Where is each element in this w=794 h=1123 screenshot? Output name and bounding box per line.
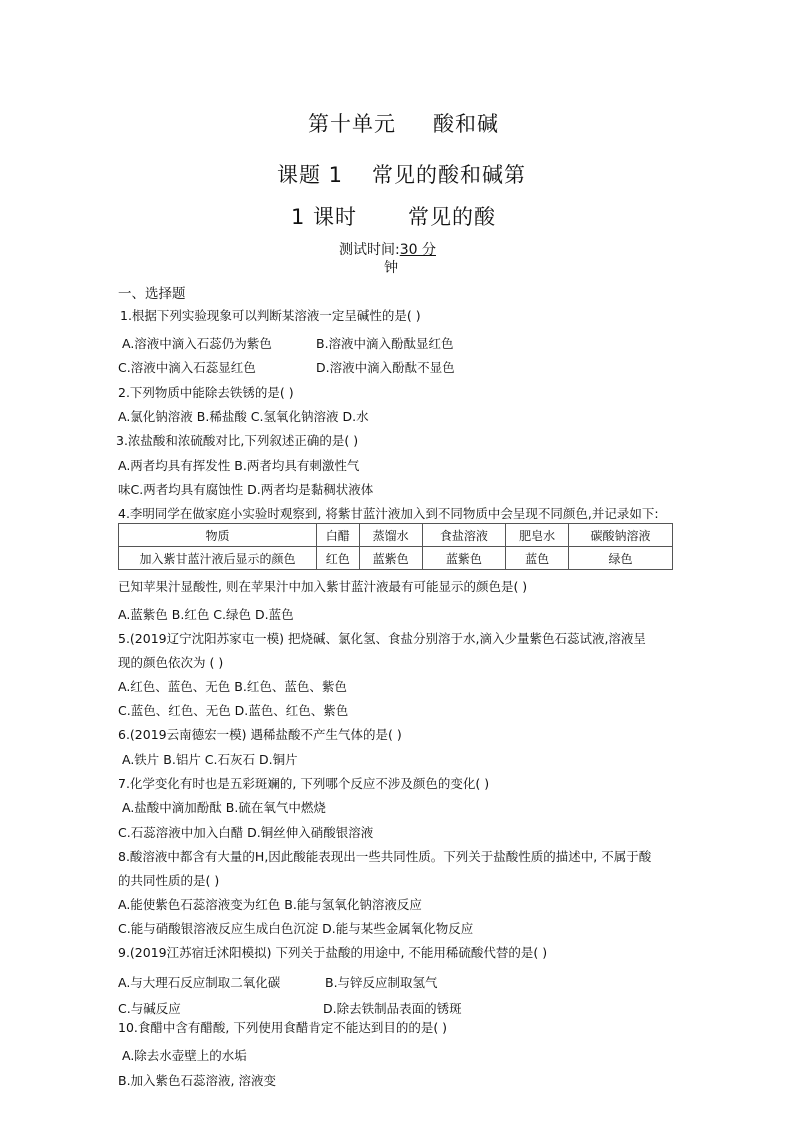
section-heading: 一、选择题 [118, 286, 186, 302]
question-10-option-b: B.加入紫色石蕊溶液, 溶液变 [118, 1073, 276, 1088]
question-5-options-line1: A.红色、蓝色、无色 B.红色、蓝色、紫色 [118, 679, 347, 694]
table-cell: 肥皂水 [506, 524, 569, 547]
test-time [339, 239, 436, 259]
test-time-label: 测试时间: [339, 242, 400, 258]
table-cell: 物质 [119, 524, 317, 547]
question-4-options: A.蓝紫色 B.红色 C.绿色 D.蓝色 [118, 607, 294, 622]
lesson-title-d: 常见的酸 [408, 205, 496, 229]
question-10-stem: 10.食醋中含有醋酸, 下列使用食醋肯定不能达到目的的是( ) [118, 1020, 448, 1035]
question-1-stem: 1.根据下列实验现象可以判断某溶液一定呈碱性的是( ) [120, 308, 421, 323]
question-4-followup: 已知苹果汁显酸性, 则在苹果汁中加入紫甘蓝汁液最有可能显示的颜色是( ) [118, 579, 528, 594]
question-3-options-line1: A.两者均具有挥发性 B.两者均具有刺激性气 [118, 458, 360, 473]
table-cell: 白醋 [317, 524, 360, 547]
question-1-option-b: B.溶液中滴入酚酞显红色 [316, 336, 454, 351]
lesson-title-b: 常见的酸和碱第 [372, 163, 526, 187]
question-9-stem: 9.(2019江苏宿迁沭阳模拟) 下列关于盐酸的用途中, 不能用稀硫酸代替的是( ) [118, 945, 548, 960]
question-1-option-a: A.溶液中滴入石蕊仍为紫色 [122, 336, 272, 351]
question-1-option-c: C.溶液中滴入石蕊显红色 [118, 360, 256, 375]
question-5-options-line2: C.蓝色、红色、无色 D.蓝色、红色、紫色 [118, 703, 349, 718]
table-cell: 碳酸钠溶液 [569, 524, 673, 547]
table-cell: 蓝紫色 [359, 547, 422, 570]
question-8-stem: 8.酸溶液中都含有大量的H,因此酸能表现出一些共同性质。下列关于盐酸性质的描述中, 不属于酸 [118, 849, 652, 864]
lesson-title-a: 课题 1 [277, 163, 344, 187]
question-1-option-d: D.溶液中滴入酚酞不显色 [316, 360, 455, 375]
table-header-row [119, 524, 673, 547]
question-4-stem: 4.李明同学在做家庭小实验时观察到, 将紫甘蓝汁液加入到不同物质中会呈现不同颜色,并记录如下: [118, 506, 659, 521]
question-6-stem: 6.(2019云南德宏一模) 遇稀盐酸不产生气体的是( ) [118, 727, 402, 742]
data-table [118, 523, 673, 570]
question-8-options-line2: C.能与硝酸银溶液反应生成白色沉淀 D.能与某些金属氧化物反应 [118, 921, 474, 936]
table-cell: 绿色 [569, 547, 673, 570]
unit-topic: 酸和碱 [433, 112, 499, 136]
table-row [119, 547, 673, 570]
question-5-stem: 5.(2019辽宁沈阳苏家屯一模) 把烧碱、氯化氢、食盐分别溶于水,滴入少量紫色石蕊试液,溶液呈 [118, 631, 646, 646]
table-cell: 食盐溶液 [422, 524, 505, 547]
table-cell: 蓝紫色 [422, 547, 505, 570]
table-cell: 红色 [317, 547, 360, 570]
question-9-option-a: A.与大理石反应制取二氧化碳 [118, 975, 281, 990]
question-7-stem: 7.化学变化有时也是五彩斑斓的, 下列哪个反应不涉及颜色的变化( ) [118, 776, 490, 791]
question-3-stem: 3.浓盐酸和浓硫酸对比,下列叙述正确的是( ) [116, 433, 359, 448]
question-10-option-a: A.除去水壶壁上的水垢 [122, 1048, 247, 1063]
lesson-title-c: 1 课时 [291, 205, 358, 229]
question-8-stem-cont: 的共同性质的是( ) [118, 873, 220, 888]
question-9-option-d: D.除去铁制品表面的锈斑 [323, 1001, 462, 1016]
question-3-options-line2: 味C.两者均具有腐蚀性 D.两者均是黏稠状液体 [118, 482, 374, 497]
question-2-options: A.氯化钠溶液 B.稀盐酸 C.氢氧化钠溶液 D.水 [118, 409, 369, 424]
table-cell: 加入紫甘蓝汁液后显示的颜色 [119, 547, 317, 570]
question-7-options-line2: C.石蕊溶液中加入白醋 D.铜丝伸入硝酸银溶液 [118, 825, 374, 840]
question-9-option-b: B.与锌反应制取氢气 [325, 975, 438, 990]
test-time-value: 30 分 [399, 242, 436, 258]
question-8-options-line1: A.能使紫色石蕊溶液变为红色 B.能与氢氧化钠溶液反应 [118, 897, 422, 912]
question-6-options: A.铁片 B.铝片 C.石灰石 D.铜片 [122, 752, 298, 767]
table-cell: 蒸馏水 [359, 524, 422, 547]
question-7-options-line1: A.盐酸中滴加酚酞 B.硫在氧气中燃烧 [122, 800, 326, 815]
unit-title: 第十单元 [308, 112, 396, 136]
question-2-stem: 2.下列物质中能除去铁锈的是( ) [118, 385, 294, 400]
question-9-option-c: C.与碱反应 [118, 1001, 181, 1016]
test-time-cont: 钟 [384, 260, 398, 276]
question-5-stem-cont: 现的颜色依次为 ( ) [118, 655, 224, 670]
table-cell: 蓝色 [506, 547, 569, 570]
